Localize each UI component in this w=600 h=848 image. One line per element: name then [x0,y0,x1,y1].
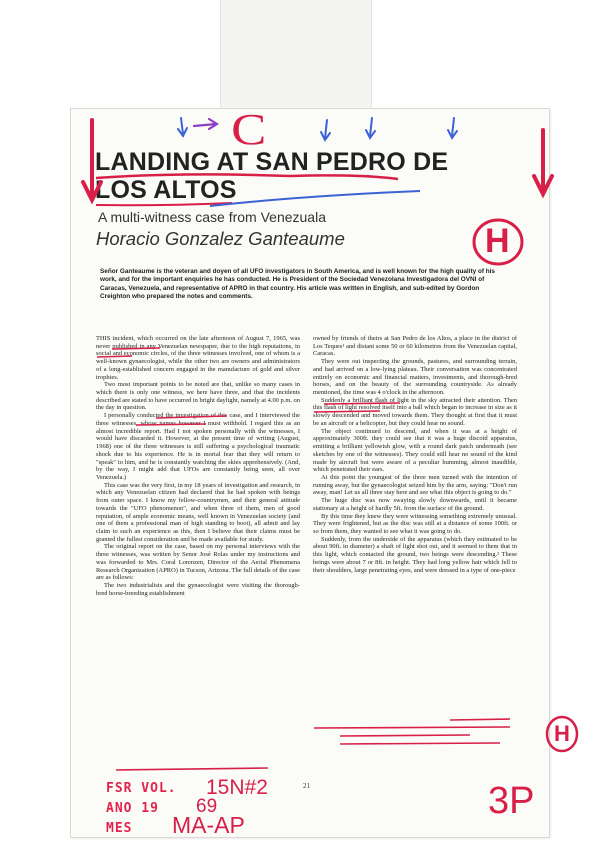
fsr-stamp-line-3 [106,821,132,836]
stamp-label: ANO 19 [106,801,159,816]
paragraph: I personally conducted the investigation of this case, and I interviewed the three witnesses, whose names however I must withhold. I regard this as an almost incredible report. Had I not spoken personally with the witnesses, I would have discarded it. However, at the present time of writing (August, 1968) one of the three witnesses is still suffering a psychological traumatic shock due to his experience. He is in mortal fear that they will return to "speak" to him, and he is constantly watching the skies apprehensively. (And, by the way, I might add that UFOs are constantly being seen, all over Venezuela.) [96,412,300,481]
paragraph: By this time they knew they were witnessing something extremely unusual. They were frightened, but as the disc was still at a distance of some 100ft. or so from them, they wanted to see what it was going to do. [313,512,517,535]
stamp-label: MES [106,821,133,836]
handwritten-circled-h: H [485,222,510,260]
article-title: LANDING AT SAN PEDRO DE LOS ALTOS [95,148,449,204]
scanner-background [220,0,372,110]
handwritten-c-mark: C [231,105,267,154]
page-number: 21 [303,782,310,790]
left-column [96,335,300,597]
paragraph: Two most important points to be noted are that, unlike so many cases in which there is only one witness, we here have three, and that the incidents described are stated to have occurred in bright daylight, namely at 4.00 p.m. on the day in question. [96,381,300,412]
fsr-stamp-hw-1: 15N#2 [206,776,268,799]
paragraph: Suddenly, from the underside of the apparatus (which they estimated to be about 90ft. in diameter) a shaft of light shot out, and it seemed to them that in this light, which contacted the ground, two beings were descending.² These beings were about 7 or 8ft. in height. They had long yellow hair which fell to their shoulders, large penetrating eyes, and were dressed in a type of one-piece [313,535,517,574]
paragraph: The original report on the case, based on my personal interviews with the three witnesses, was written by Senor José Rolas under my instructions and was forwarded to Mrs. Coral Lorenzen, Director of the Aerial Phenomena Research Organization (APRO) in Tucson, Arizona. The full details of the case are as follows: [96,543,300,582]
paragraph: owned by friends of theirs at San Pedro de los Altos, a place in the district of Los Teques¹ and distant some 50 or 60 kilometres from the Venezuelan capital, Caracas. [313,335,517,358]
paragraph: THIS incident, which occurred on the late afternoon of August 7, 1965, was never published in any Venezuelan newspaper, due to the high reputations, in social and economic circles, of the three witnesses involved, one of whom is a well-known gynaecologist, while the other two are owners and administrators of a long-established concern engaged in the manufacture of gold and silver trophies. [96,335,300,381]
article-subtitle: A multi-witness case from Venezuala [98,209,326,225]
handwritten-page-count: 3P [488,780,535,822]
paragraph: At this point the youngest of the three men turned with the intention of running away, but the gynaecologist seized him by the arm, saying: "Don't run away, man! Let us all three stay here and see what this object is going to do." [313,473,517,497]
fsr-stamp-hw-2: 69 [196,796,218,817]
paragraph: The object continued to descend, and when it was at a height of approximately 300ft. they could see that it was a huge discoid apparatus, emitting a brilliant yellowish glow, with a round dark patch underneath (see sketches by one of the witnesses). They could still hear no sound of the kind made by aircraft but were aware of a peculiar humming, almost inaudible, which penetrated their ears. [313,427,517,474]
paragraph: They were out inspecting the grounds, pastures, and surrounding terrain, and had arrived on a low-lying plateau. Their conversation was concentrated entirely on economic and financial matters, investments, and thorough-bred horses, and on the beauty of the surrounding countryside. As already mentioned, the time was 4 o'clock in the afternoon. [313,358,517,397]
fsr-stamp-line-1 [106,781,177,796]
paragraph: Suddenly a brilliant flash of light in the sky attracted their attention. Then this flash of light resolved itself into a ball which began to increase in size as it slowly descended and moved towards them. They thought at first that it must be an aircraft or a helicopter, but they could hear no sound. [313,396,517,427]
paragraph: The two industrialists and the gynaecologist were visiting the thorough-bred horse-breeding establishment [96,582,300,597]
handwritten-circled-h-small: H [554,721,570,746]
stamp-label: FSR VOL. [106,781,177,796]
fsr-stamp-hw-3: MA-AP [172,812,245,838]
article-intro: Señor Ganteaume is the veteran and doyen of all UFO investigators in South America, and is well known for the high quality of his work, and for the important enquiries he has conducted. He is President of the Sociedad Venezolana Investigadora del OVNI of Caracas, Venezuela, and representative of APRO in that country. His article was written in English, and sub-edited by Gordon Creighton who prepared the notes and comments. [100,268,495,301]
paragraph: The huge disc was now swaying slowly downwards, until it became stationary at a height of hardly 5ft. from the surface of the ground. [313,497,517,512]
right-column [313,335,517,574]
paragraph: This case was the very first, in my 18 years of investigation and research, in which any Venezuelan citizen had declared that he had spoken with beings from outer space. I know my fellow-countrymen, and their general attitude towards the "UFO phenomenon", and when three of them, men of good reputation, of ample economic means, well known in Venezuelan society (and one of them a professional man of high standing to boot), all admit and lay claim to such an experience as this, then I believe that their claims must be granted the fullest consideration and be made available for study. [96,481,300,543]
article-author: Horacio Gonzalez Ganteaume [96,228,345,249]
fsr-stamp-line-2 [106,801,159,816]
